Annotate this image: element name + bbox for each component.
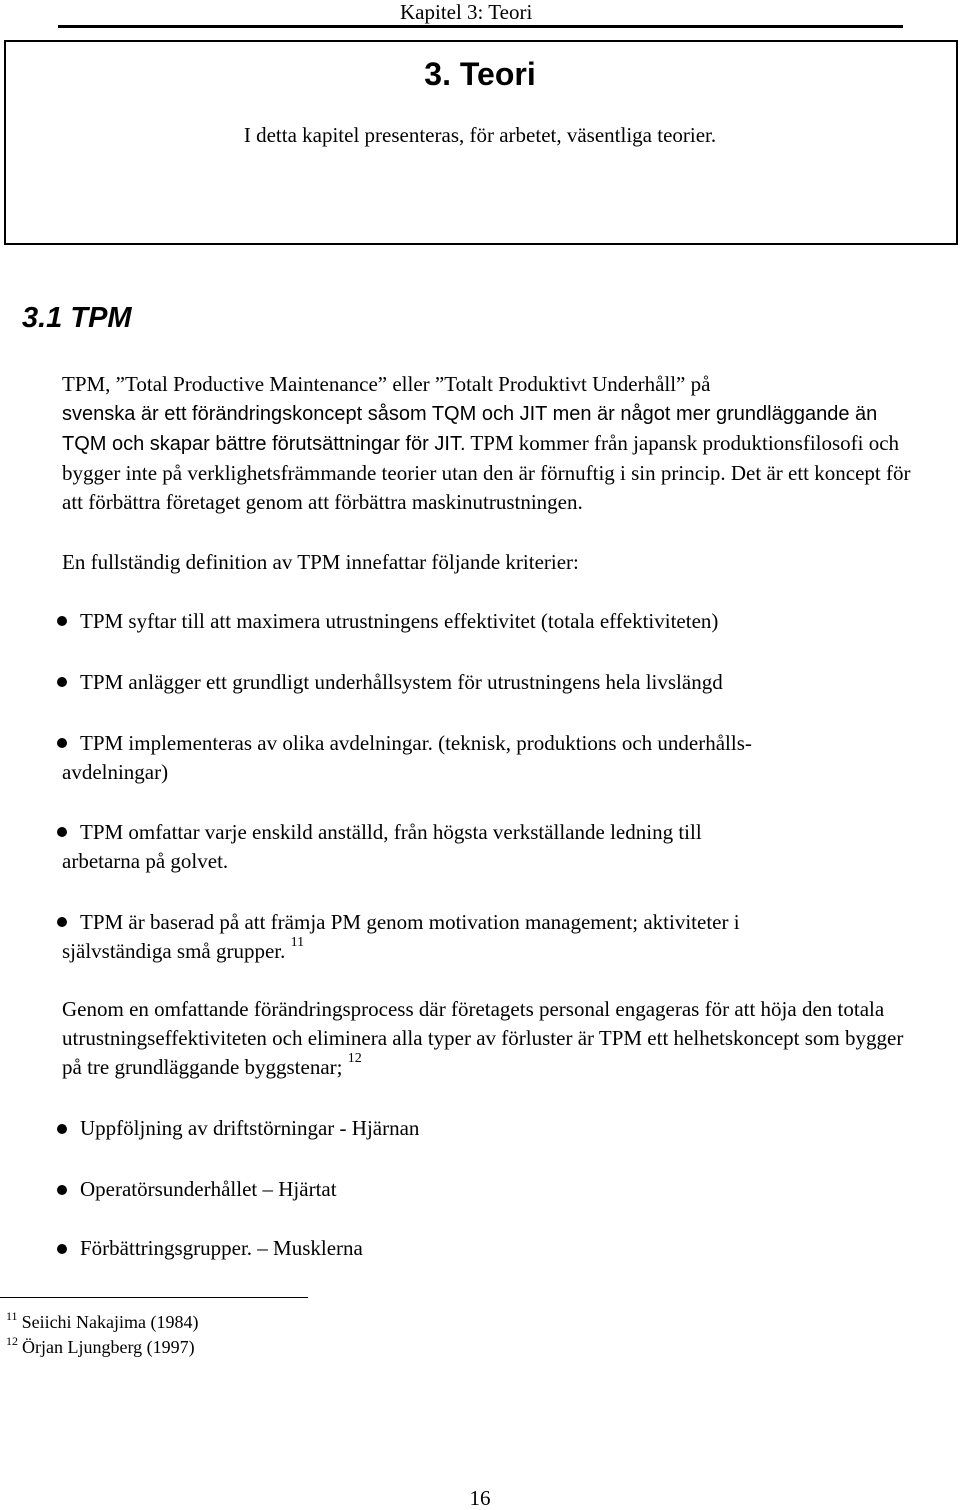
footnote-number: 12 bbox=[6, 1334, 18, 1348]
section-title: 3.1 TPM bbox=[22, 302, 132, 334]
footnote-text: Seiichi Nakajima (1984) bbox=[21, 1312, 199, 1332]
criteria-item-continuation bbox=[62, 937, 912, 966]
paragraph-line: TPM, ”Total Productive Maintenance” eller ”Totalt Produktivt Underhåll” på bbox=[62, 372, 711, 396]
paragraph-run: TPM kommer från japansk produktionsfilosofi och bygger inte på verklighetsfrämmande teorier utan den är förnuftig i sin princip. bbox=[62, 431, 900, 485]
bullet-icon bbox=[57, 1244, 67, 1254]
bullet-icon bbox=[57, 1185, 67, 1195]
paragraph-definition-lead: En fullständig definition av TPM innefattar följande kriterier: bbox=[62, 550, 579, 574]
building-block-item: Operatörsunderhållet – Hjärtat bbox=[80, 1177, 337, 1201]
header-rule bbox=[58, 25, 903, 28]
paragraph-body bbox=[62, 399, 912, 517]
bullet-icon bbox=[57, 827, 67, 837]
chapter-title: 3. Teori bbox=[424, 56, 536, 92]
footnote bbox=[6, 1310, 199, 1334]
criteria-item: TPM implementeras av olika avdelningar. (teknisk, produktions och underhålls- bbox=[80, 731, 752, 755]
running-header: Kapitel 3: Teori bbox=[400, 0, 533, 24]
bullet-icon bbox=[57, 738, 67, 748]
page-number: 16 bbox=[469, 1486, 491, 1510]
paragraph-building-blocks bbox=[62, 995, 912, 1082]
criteria-item: TPM är baserad på att främja PM genom motivation management; aktiviteter i bbox=[80, 910, 740, 934]
footnote-text: Örjan Ljungberg (1997) bbox=[22, 1337, 195, 1357]
footnote-ref[interactable]: 12 bbox=[347, 1051, 362, 1066]
bullet-icon bbox=[57, 917, 67, 927]
criteria-item-continuation: arbetarna på golvet. bbox=[62, 849, 229, 873]
paragraph-run: Det är ett koncept för att förbättra företaget genom att förbättra maskinutrustningen. bbox=[62, 461, 911, 514]
paragraph-text: Genom en omfattande förändringsprocess där företagets personal engageras för att höja den totala utrustningseffektiviteten och eliminera alla typer av förluster är TPM ett helhetskoncept som bygger på tre grundläggande byggstenar; bbox=[62, 997, 904, 1079]
footnote-ref[interactable]: 11 bbox=[290, 935, 305, 950]
footnote-rule bbox=[0, 1297, 308, 1298]
footnote bbox=[6, 1335, 195, 1359]
bullet-icon bbox=[57, 1124, 67, 1134]
paragraph-run: svenska är ett förändringskoncept såsom TQM och JIT men är något mer grundläggande än TQM och skapar bättre förutsättningar för JIT. bbox=[62, 403, 878, 455]
paragraph-intro bbox=[62, 370, 912, 517]
footnote-number: 11 bbox=[6, 1309, 18, 1323]
bullet-icon bbox=[57, 677, 67, 687]
criteria-item: TPM omfattar varje enskild anställd, från högsta verkställande ledning till bbox=[80, 820, 702, 844]
criteria-item: TPM syftar till att maximera utrustningens effektivitet (totala effektiviteten) bbox=[80, 609, 719, 633]
criteria-item: TPM anlägger ett grundligt underhållsystem för utrustningens hela livslängd bbox=[80, 670, 723, 694]
chapter-intro: I detta kapitel presenteras, för arbetet, väsentliga teorier. bbox=[243, 123, 717, 147]
criteria-item-text: självständiga små grupper. bbox=[62, 939, 286, 963]
bullet-icon bbox=[57, 616, 67, 626]
building-block-item: Förbättringsgrupper. – Musklerna bbox=[80, 1236, 363, 1260]
criteria-item-continuation: avdelningar) bbox=[62, 760, 169, 784]
building-block-item: Uppföljning av driftstörningar - Hjärnan bbox=[80, 1116, 420, 1140]
